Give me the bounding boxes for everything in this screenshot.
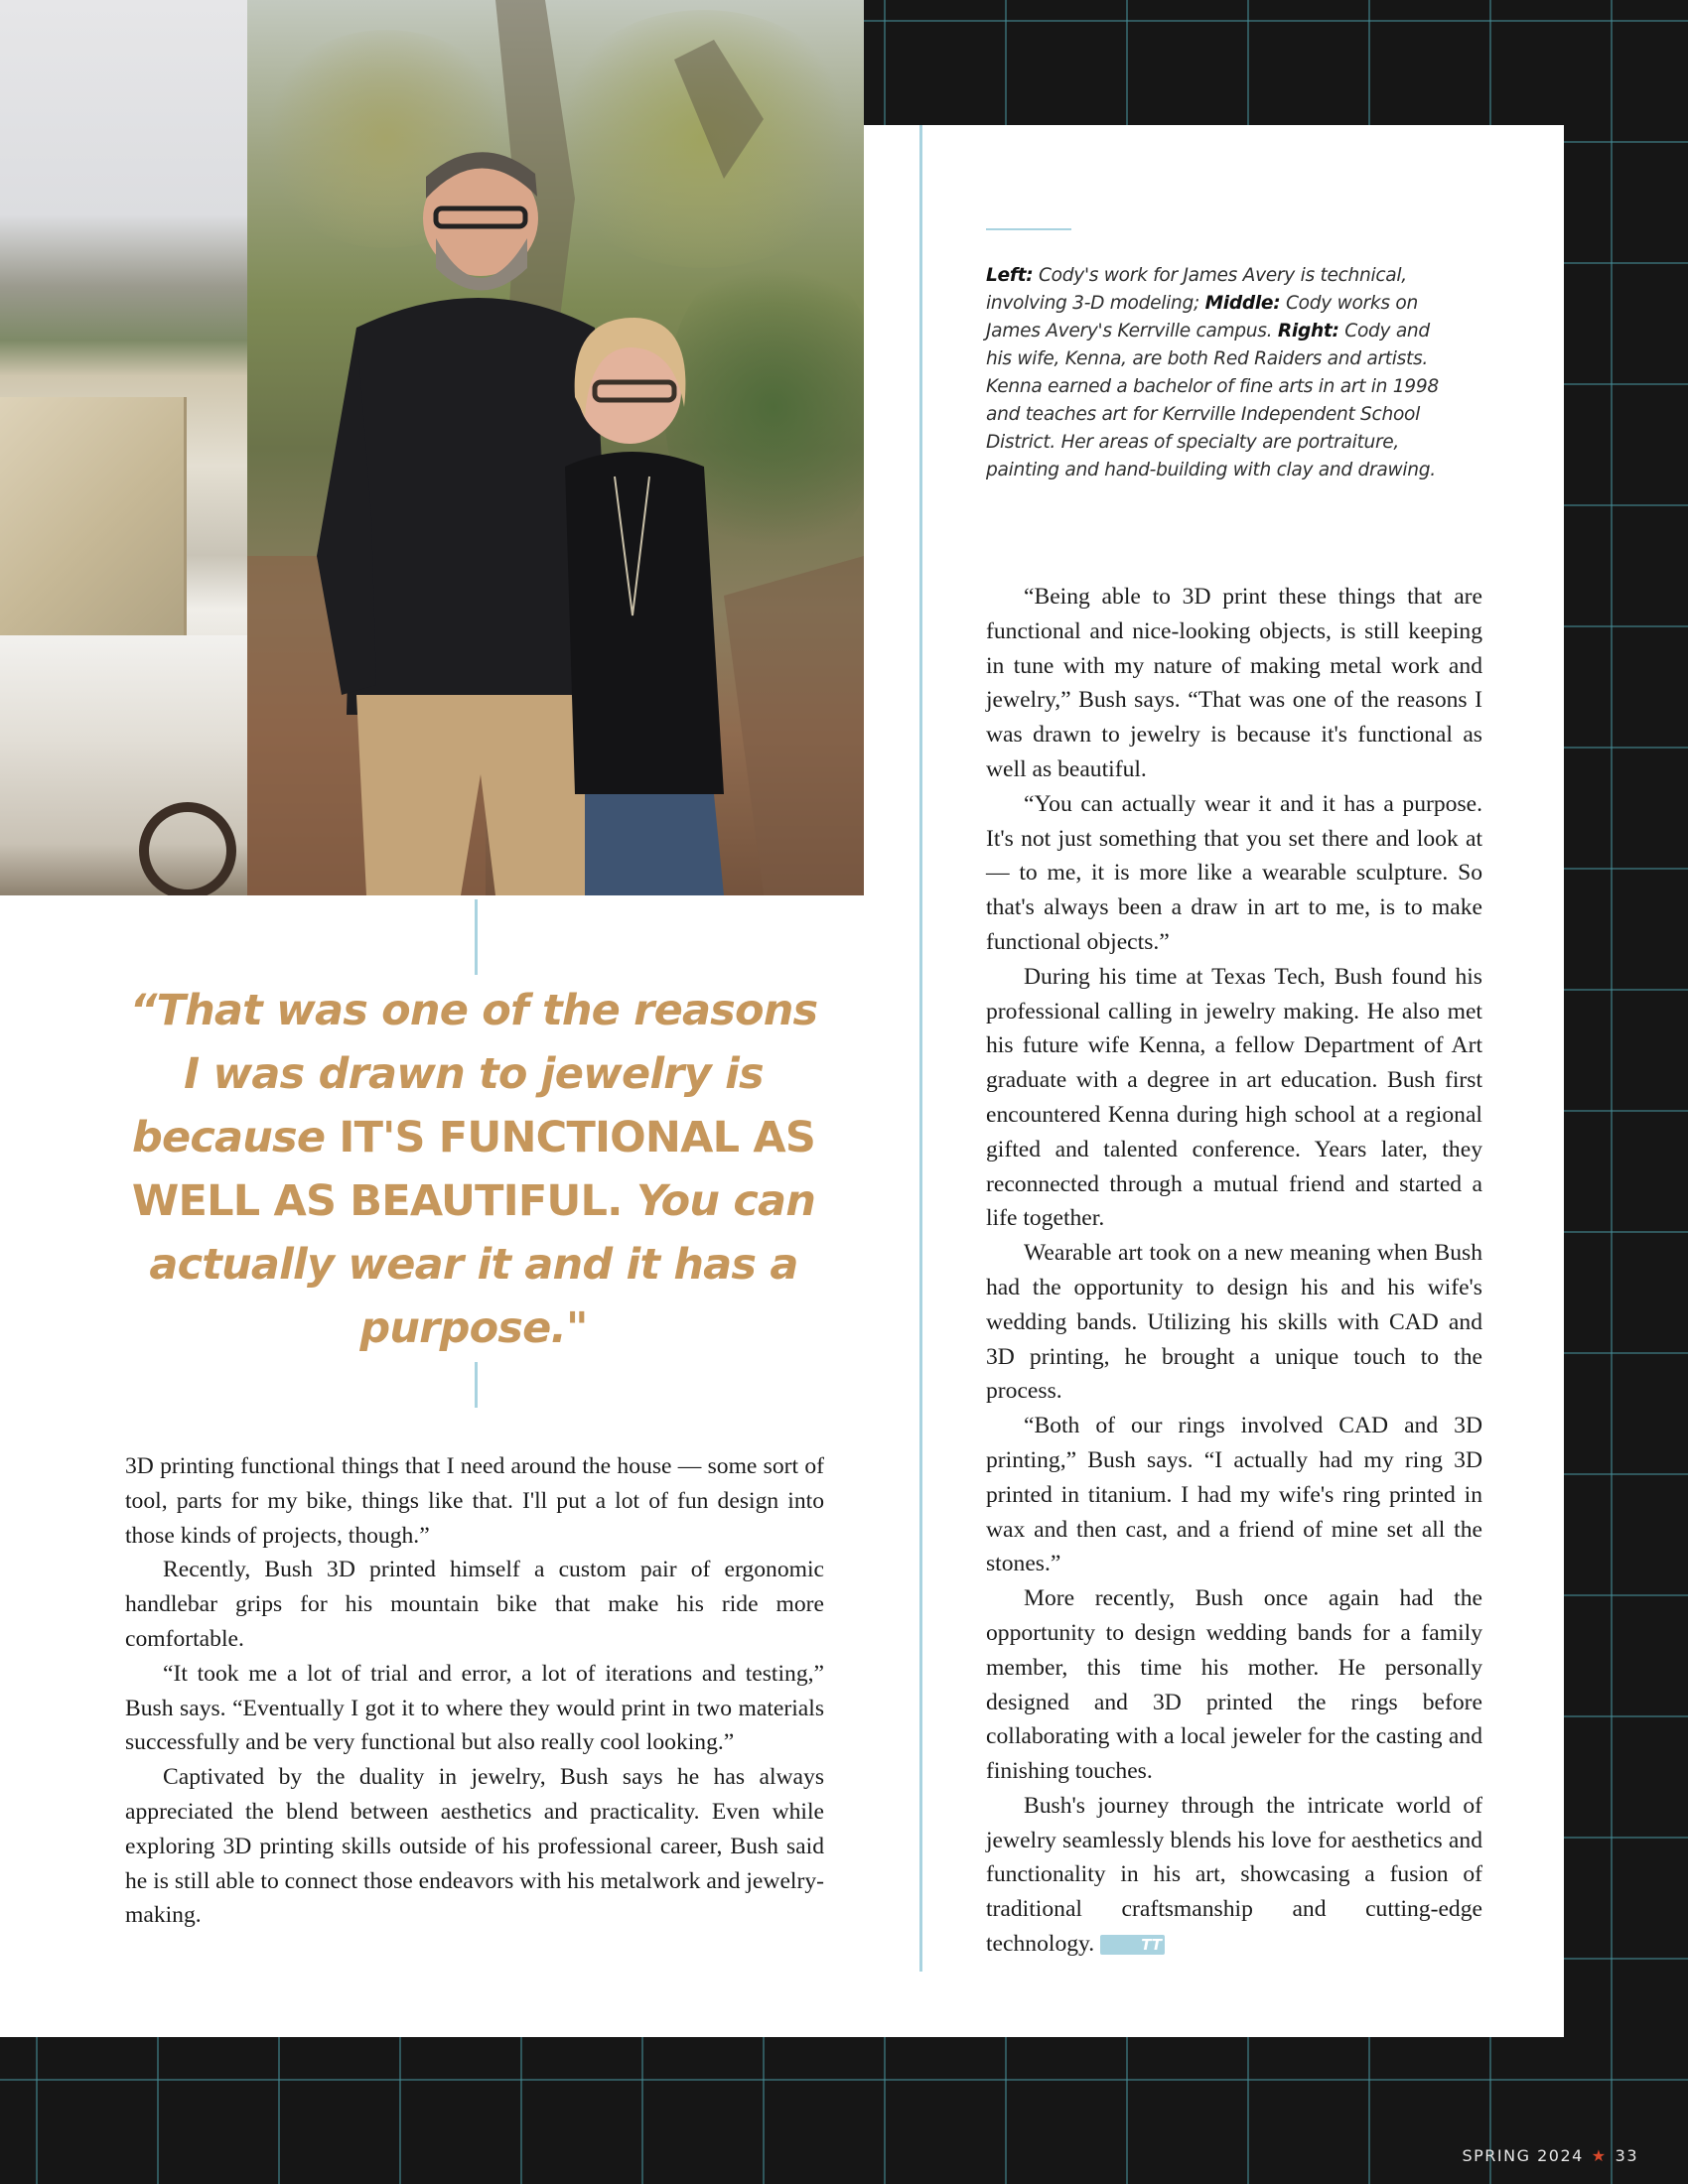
pull-quote-bottom-rule: [475, 1362, 478, 1408]
caption-right-label: Right:: [1277, 321, 1339, 341]
photo-stone-campus: [0, 0, 247, 895]
tt-end-mark-icon: TT: [1100, 1935, 1165, 1955]
caption-left-label: Left:: [986, 265, 1034, 286]
caption-middle-label: Middle:: [1204, 293, 1281, 314]
caption-rule: [986, 228, 1071, 230]
pull-quote: [119, 979, 828, 1360]
pull-quote-top-rule: [475, 899, 478, 975]
article-paragraph-final: [986, 1789, 1482, 1962]
article-paragraph: More recently, Bush once again had the opportunity to design wedding bands for a family member, this time his mother. He personally designed and 3D printed the rings before collaborating with a local jeweler for the casting and finishing touches.: [986, 1585, 1482, 1785]
article-paragraph: “It took me a lot of trial and error, a lot of iterations and testing,” Bush says. “Eventually I got it to where they would print in two materials successfully and be very functional but also really cool looking.”: [125, 1660, 824, 1756]
star-icon: ★: [1591, 2146, 1608, 2165]
pull-quote-emphasis: IT'S FUNCTIONAL AS WELL AS BEAUTIFUL.: [131, 1113, 816, 1226]
pull-quote-part-2: You can actually wear it and it has a purpose.": [149, 1176, 816, 1353]
caption-middle-text: Cody works on James Avery's Kerrville campus.: [986, 293, 1418, 341]
final-paragraph-text: Bush's journey through the intricate world of jewelry seamlessly blends his love for aesthetics and functionality in his art, showcasing a fusion of traditional craftsmanship and cutting-edge technology.: [986, 1792, 1482, 1958]
photo-iron-ring: [139, 802, 236, 895]
article-column-left: [125, 1449, 824, 1933]
photo-figures: [247, 0, 864, 895]
footer-issue: SPRING 2024: [1462, 2146, 1584, 2165]
article-paragraph: Recently, Bush 3D printed himself a custom pair of ergonomic handlebar grips for his mountain bike that make his ride more comfortable.: [125, 1557, 824, 1652]
photo-stone-block: [0, 397, 187, 635]
caption-right-text: Cody and his wife, Kenna, are both Red Raiders and artists. Kenna earned a bachelor of fine arts in art in 1998 and teaches art for Kerrville Independent School District. Her areas of specialty are portraiture, painting and hand-building with clay and drawing.: [986, 321, 1439, 480]
page-number: 33: [1615, 2146, 1638, 2165]
article-paragraph: During his time at Texas Tech, Bush found his professional calling in jewelry making. He also met his future wife Kenna, a fellow Department of Art graduate with a degree in art education. Bush first encountered Kenna during high school at a regional gifted and talented conference. Years later, they reconnected through a mutual friend and started a life together.: [986, 963, 1482, 1232]
caption-left-text: Cody's work for James Avery is technical, involving 3-D modeling;: [986, 265, 1407, 314]
article-paragraph: “Both of our rings involved CAD and 3D printing,” Bush says. “I actually had my ring 3D printed in titanium. I had my wife's ring printed in wax and then cast, and a friend of mine set all the stones.”: [986, 1413, 1482, 1577]
article-paragraph: Wearable art took on a new meaning when Bush had the opportunity to design his and his wife's wedding bands. Utilizing his skills with CAD and 3D printing, he brought a unique touch to the process.: [986, 1240, 1482, 1405]
article-paragraph: 3D printing functional things that I need around the house — some sort of tool, parts for my bike, things like that. I'll put a lot of fun design into those kinds of projects, though.”: [125, 1453, 824, 1549]
page-footer: [1462, 2146, 1638, 2165]
article-paragraph: “You can actually wear it and it has a purpose. It's not just something that you set there and look at — to me, it is more like a wearable sculpture. So that's always been a draw in art to me, is to make functional objects.”: [986, 790, 1482, 955]
article-column-right: [986, 580, 1482, 1962]
column-divider-line: [919, 125, 922, 1972]
photo-cody-and-kenna: [247, 0, 864, 895]
article-paragraph: “Being able to 3D print these things that are functional and nice-looking objects, is still keeping in tune with my nature of making metal work and jewelry,” Bush says. “That was one of the reasons I was drawn to jewelry is because it's functional as well as beautiful.: [986, 584, 1482, 782]
photo-caption: [986, 262, 1443, 484]
article-paragraph: Captivated by the duality in jewelry, Bush says he has always appreciated the blend between aesthetics and practicality. Even while exploring 3D printing skills outside of his professional career, Bush said he is still able to connect those endeavors with his metalwork and jewelry-making.: [125, 1764, 824, 1929]
pull-quote-part-1: “That was one of the reasons I was drawn to jewelry is because: [129, 986, 818, 1162]
